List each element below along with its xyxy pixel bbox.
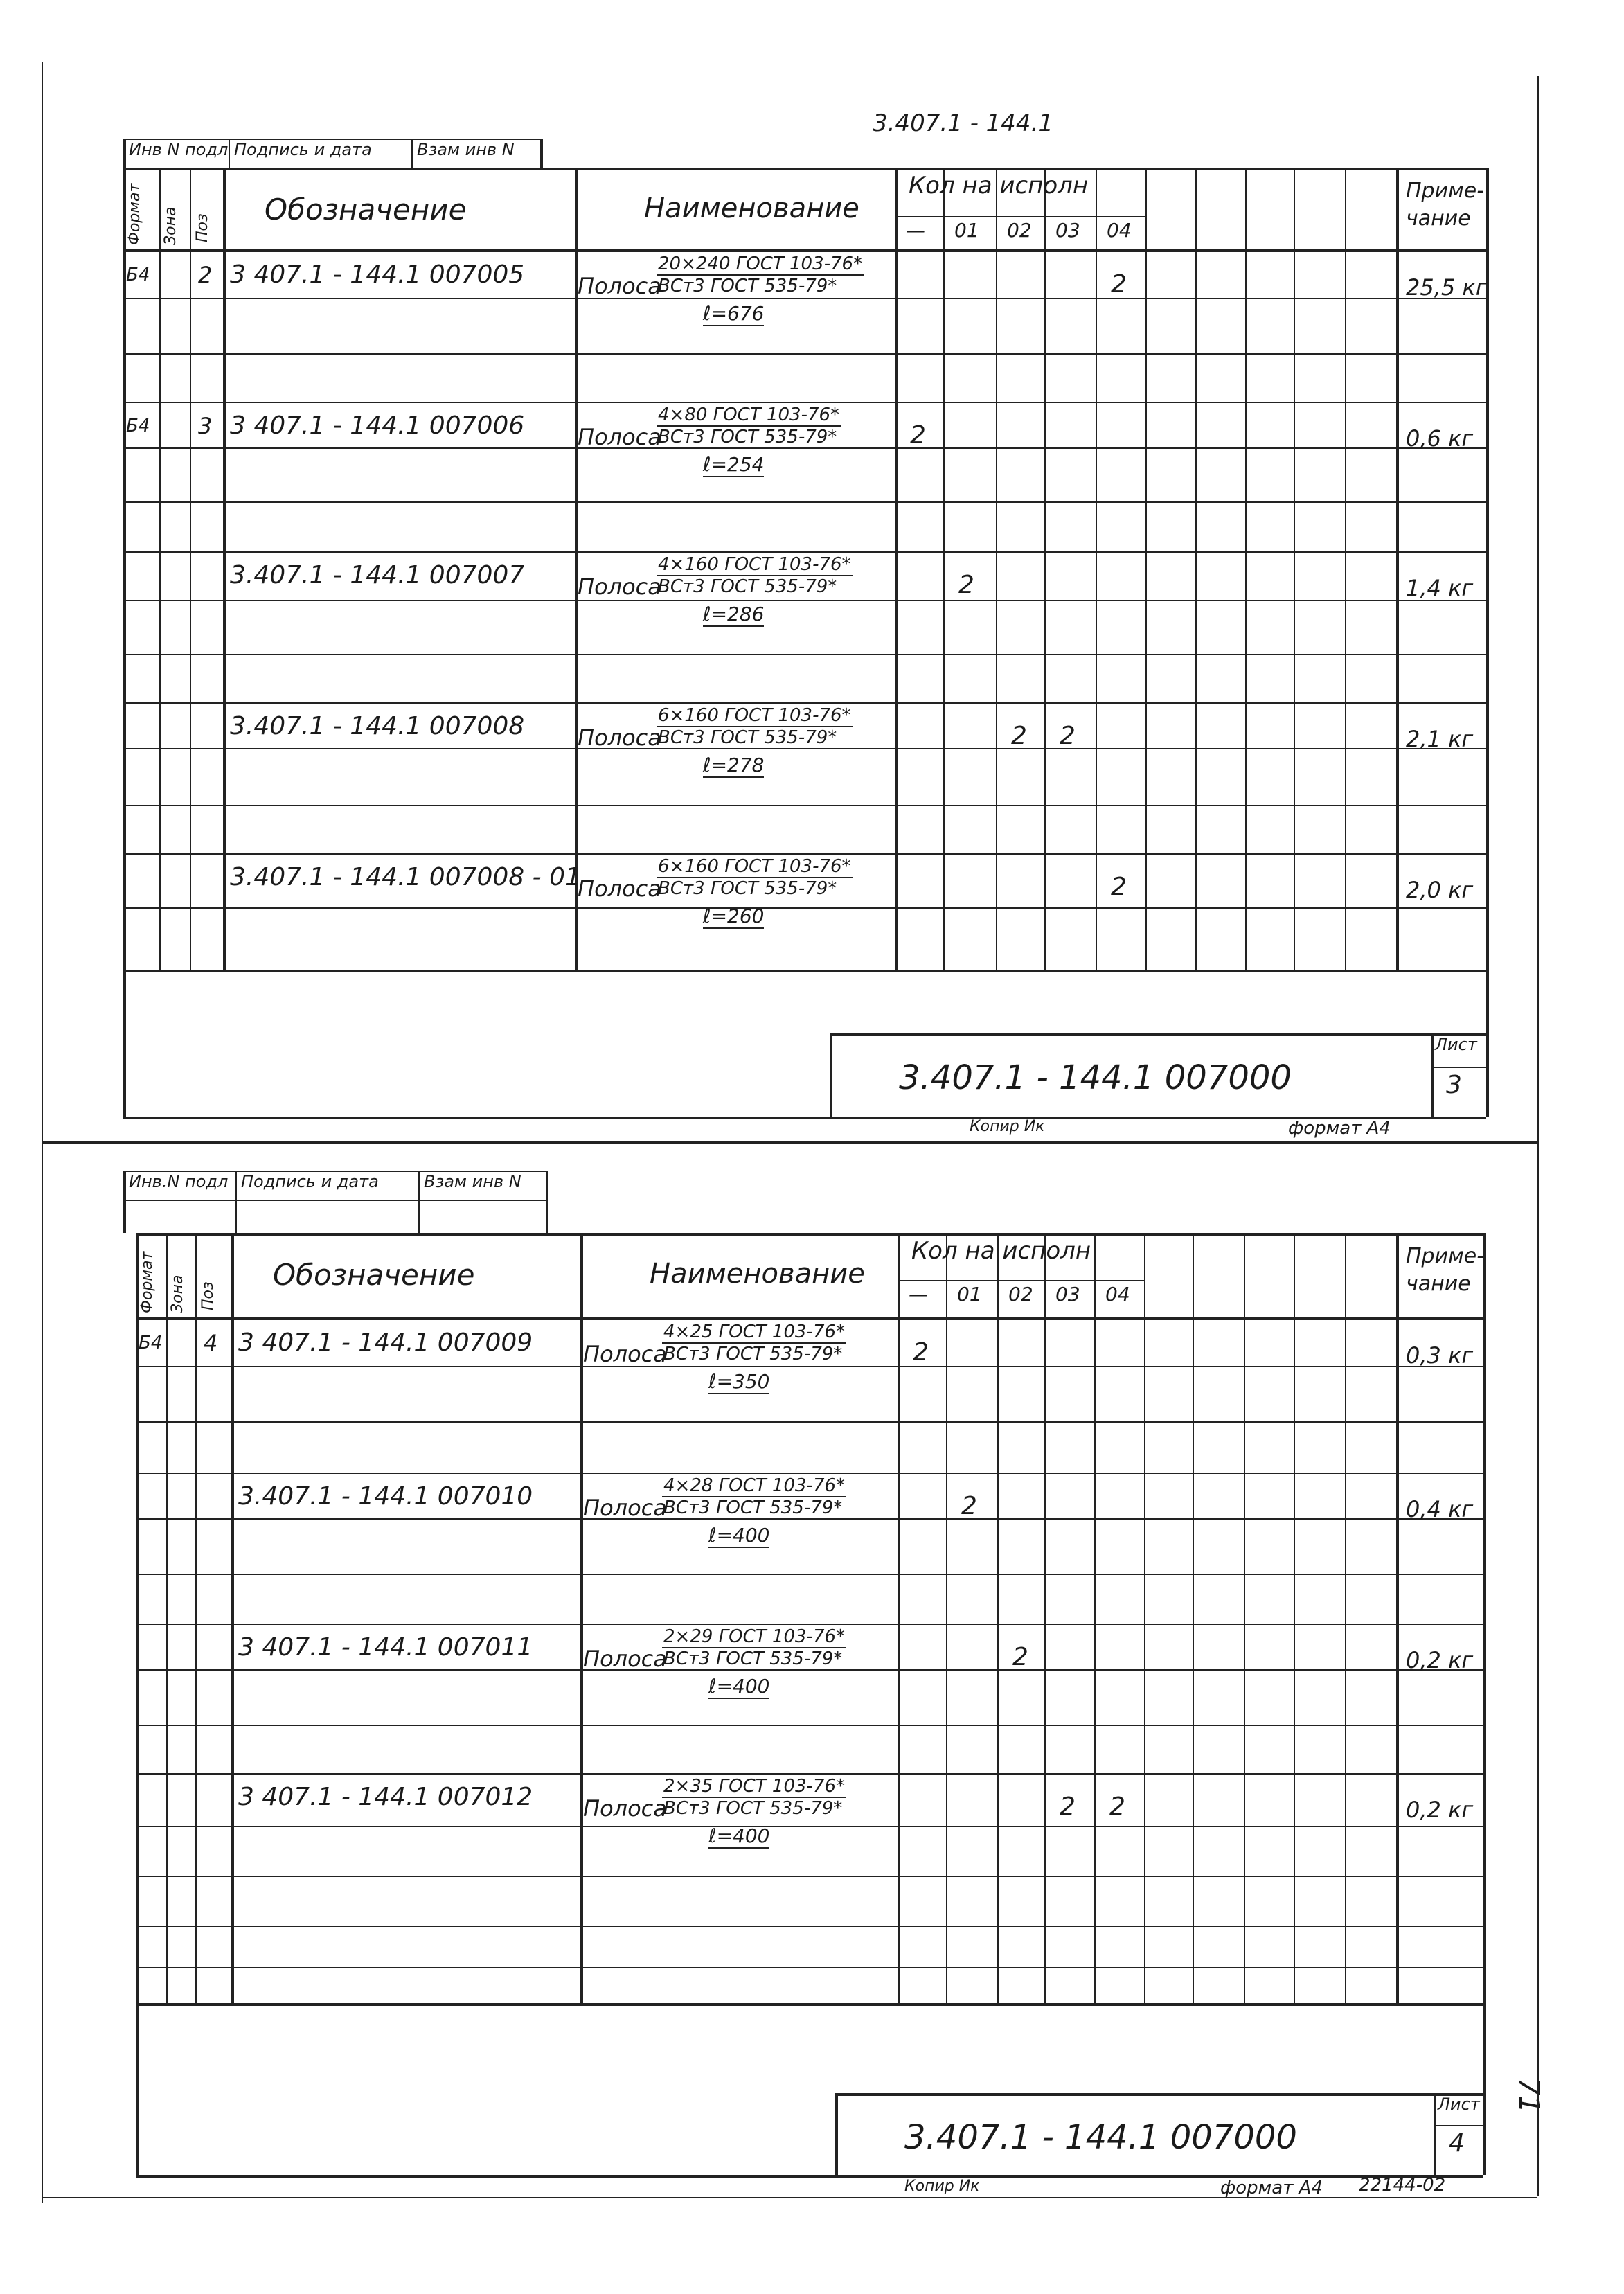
fraction-top: 20×240 ГОСТ 103-76* xyxy=(658,254,863,274)
row-note: 25,5 кг xyxy=(1406,274,1488,301)
column-line xyxy=(1094,1233,1096,2003)
fraction-top: 4×25 ГОСТ 103-76* xyxy=(663,1322,846,1342)
fraction-bottom: ВСт3 ГОСТ 535-79* xyxy=(663,1798,843,1819)
column-line xyxy=(231,1233,234,2003)
stamp-label: Инв.N подл xyxy=(129,1172,229,1191)
fraction-bottom: ВСт3 ГОСТ 535-79* xyxy=(658,727,837,748)
header-designation: Обозначение xyxy=(265,193,467,226)
page-left-edge xyxy=(42,62,43,1141)
row-length: ℓ=676 xyxy=(703,302,765,325)
row-length: ℓ=400 xyxy=(708,1824,770,1847)
title-block-sheet-label: Лист xyxy=(1438,2095,1480,2114)
row-line xyxy=(136,1773,1483,1775)
header-qty: Кол на исполн xyxy=(909,172,1089,199)
header-qty: Кол на исполн xyxy=(911,1237,1091,1265)
header-qty-col: 04 xyxy=(1107,219,1132,242)
row-line xyxy=(136,1624,1483,1625)
row-qty: 2 xyxy=(1109,1793,1125,1821)
page-right-edge xyxy=(1537,76,1539,2196)
column-line xyxy=(1144,1233,1145,2003)
title-block-code: 3.407.1 - 144.1 007000 xyxy=(904,2118,1297,2157)
table-left-border xyxy=(136,1233,139,2175)
stamp-border xyxy=(418,1171,420,1233)
title-block-border xyxy=(1434,2093,1436,2175)
row-qty: 2 xyxy=(1111,270,1127,299)
row-qty: 2 xyxy=(910,421,926,450)
header-qty-col: 03 xyxy=(1055,1283,1080,1306)
row-length: ℓ=350 xyxy=(708,1370,770,1393)
footer-copier: Копир Ик xyxy=(970,1118,1045,1135)
row-line xyxy=(136,1926,1483,1927)
qty-subheader-line xyxy=(898,1280,1144,1281)
fraction-top: 4×80 ГОСТ 103-76* xyxy=(658,404,840,425)
row-length: ℓ=400 xyxy=(708,1524,770,1547)
row-line xyxy=(136,1669,1483,1671)
title-block-border xyxy=(1434,2125,1483,2126)
footer-doc-no: 22144-02 xyxy=(1359,2175,1446,2196)
row-pos: 3 xyxy=(198,413,213,439)
header-qty-col: 02 xyxy=(1008,1283,1033,1306)
row-gost-fraction xyxy=(662,1626,846,1669)
row-name-label: Полоса xyxy=(578,424,661,450)
fraction-bottom: ВСт3 ГОСТ 535-79* xyxy=(658,878,837,899)
row-designation: 3 407.1 - 144.1 007006 xyxy=(230,411,525,440)
row-line xyxy=(136,1967,1483,1968)
stamp-label: Взам инв N xyxy=(424,1172,521,1191)
row-pos: 2 xyxy=(198,262,213,288)
header-qty-col: 02 xyxy=(1007,219,1032,242)
row-designation: 3.407.1 - 144.1 007008 - 01 xyxy=(230,863,581,891)
header-qty-col: — xyxy=(906,219,925,242)
header-pos: Поз xyxy=(194,213,211,242)
column-line xyxy=(1044,1233,1046,2003)
column-line xyxy=(946,1233,947,2003)
row-qty: 2 xyxy=(1111,873,1127,901)
header-format: Формат xyxy=(139,1251,156,1313)
column-line xyxy=(898,1233,900,2003)
column-line xyxy=(1345,1233,1346,2003)
header-qty-col: 04 xyxy=(1105,1283,1130,1306)
header-qty-col: 01 xyxy=(957,1283,982,1306)
footer-format: формат А4 xyxy=(1220,2178,1323,2198)
row-name-label: Полоса xyxy=(578,724,661,751)
row-designation: 3.407.1 - 144.1 007010 xyxy=(238,1482,533,1511)
header-qty-col: 03 xyxy=(1055,219,1080,242)
page-left-edge xyxy=(42,1141,43,2203)
row-note: 0,4 кг xyxy=(1406,1496,1474,1522)
title-block-border xyxy=(835,2093,838,2175)
row-qty: 2 xyxy=(1060,1793,1076,1821)
row-designation: 3 407.1 - 144.1 007009 xyxy=(238,1328,533,1357)
fraction-bottom: ВСт3 ГОСТ 535-79* xyxy=(663,1344,843,1364)
stamp-border xyxy=(546,1171,548,1233)
row-length: ℓ=254 xyxy=(703,453,765,476)
row-line xyxy=(136,1421,1483,1423)
column-line xyxy=(1244,1233,1245,2003)
footer-format: формат А4 xyxy=(1288,1118,1391,1139)
table-right-border xyxy=(1483,1233,1486,2175)
stamp-border xyxy=(123,1171,126,1233)
row-line xyxy=(136,1826,1483,1827)
column-line xyxy=(1193,1233,1194,2003)
column-line xyxy=(1396,1233,1399,2003)
stamp-label: Взам инв N xyxy=(417,140,515,159)
row-format: Б4 xyxy=(139,1333,163,1353)
row-gost-fraction xyxy=(662,1322,846,1364)
row-designation: 3.407.1 - 144.1 007007 xyxy=(230,561,525,589)
stamp-label: Инв N подл xyxy=(129,140,229,159)
row-name-label: Полоса xyxy=(583,1341,667,1367)
row-line xyxy=(136,1725,1483,1726)
row-gost-fraction xyxy=(662,1475,846,1518)
header-note: Приме- чание xyxy=(1406,179,1485,231)
row-note: 2,1 кг xyxy=(1406,726,1474,752)
row-length: ℓ=286 xyxy=(703,603,765,625)
title-block-code: 3.407.1 - 144.1 007000 xyxy=(899,1058,1292,1097)
row-note: 0,2 кг xyxy=(1406,1647,1474,1673)
row-name-label: Полоса xyxy=(583,1795,667,1822)
fraction-bottom: ВСт3 ГОСТ 535-79* xyxy=(658,576,837,597)
header-bottom-border xyxy=(136,1317,1483,1320)
row-name-label: Полоса xyxy=(578,273,661,299)
row-gost-fraction xyxy=(662,1776,846,1819)
fraction-bottom: ВСт3 ГОСТ 535-79* xyxy=(663,1648,843,1669)
row-line xyxy=(136,1366,1483,1367)
row-name-label: Полоса xyxy=(583,1495,667,1521)
row-format: Б4 xyxy=(126,265,150,285)
column-line xyxy=(195,1233,197,2003)
fraction-top: 2×29 ГОСТ 103-76* xyxy=(663,1626,846,1647)
row-note: 0,2 кг xyxy=(1406,1797,1474,1823)
fraction-top: 4×28 ГОСТ 103-76* xyxy=(663,1475,846,1496)
fraction-top: 6×160 ГОСТ 103-76* xyxy=(658,705,851,726)
row-length: ℓ=400 xyxy=(708,1675,770,1698)
row-line xyxy=(136,1518,1483,1520)
table-top-border xyxy=(136,1233,1483,1236)
row-qty: 2 xyxy=(1011,722,1027,750)
table-bottom-border xyxy=(136,2003,1483,2006)
row-designation: 3 407.1 - 144.1 007011 xyxy=(238,1633,533,1662)
header-name: Наименование xyxy=(650,1258,865,1290)
header-format: Формат xyxy=(126,183,143,245)
row-qty: 2 xyxy=(913,1338,929,1367)
row-qty: 2 xyxy=(958,571,974,599)
row-line xyxy=(136,1473,1483,1474)
header-code: 3.407.1 - 144.1 xyxy=(873,109,1053,137)
header-zone: Зона xyxy=(162,206,179,245)
stamp-border xyxy=(123,1200,546,1201)
column-line xyxy=(166,1233,168,2003)
column-line xyxy=(1294,1233,1295,2003)
title-block-sheet-number: 3 xyxy=(1446,1071,1462,1099)
column-line xyxy=(997,1233,999,2003)
row-designation: 3.407.1 - 144.1 007008 xyxy=(230,712,525,740)
row-note: 0,6 кг xyxy=(1406,425,1474,452)
stamp-label: Подпись и дата xyxy=(241,1172,379,1191)
row-name-label: Полоса xyxy=(578,574,661,600)
row-line xyxy=(136,1574,1483,1575)
page-mark: 71 xyxy=(1513,2078,1544,2113)
row-length: ℓ=260 xyxy=(703,905,765,927)
title-block-sheet-number: 4 xyxy=(1449,2129,1465,2158)
title-block-sheet-label: Лист xyxy=(1435,1035,1477,1054)
row-note: 2,0 кг xyxy=(1406,877,1474,903)
sheet-separator xyxy=(42,1141,1537,1144)
row-designation: 3 407.1 - 144.1 007012 xyxy=(238,1783,533,1811)
stamp-label: Подпись и дата xyxy=(234,140,372,159)
row-pos: 4 xyxy=(204,1330,218,1356)
row-note: 1,4 кг xyxy=(1406,575,1474,601)
row-format: Б4 xyxy=(126,416,150,436)
header-qty-col: 01 xyxy=(954,219,979,242)
row-name-label: Полоса xyxy=(583,1646,667,1672)
fraction-top: 6×160 ГОСТ 103-76* xyxy=(658,856,851,877)
row-qty: 2 xyxy=(1012,1643,1028,1671)
row-designation: 3 407.1 - 144.1 007005 xyxy=(230,260,525,289)
header-note: Приме- чание xyxy=(1406,1244,1485,1296)
fraction-bottom: ВСт3 ГОСТ 535-79* xyxy=(658,427,837,447)
fraction-bottom: ВСт3 ГОСТ 535-79* xyxy=(663,1497,843,1518)
row-qty: 2 xyxy=(1060,722,1076,750)
row-length: ℓ=278 xyxy=(703,754,765,776)
header-name: Наименование xyxy=(644,193,859,224)
fraction-bottom: ВСт3 ГОСТ 535-79* xyxy=(658,276,837,296)
header-pos: Поз xyxy=(199,1281,217,1310)
header-qty-col: — xyxy=(909,1283,928,1306)
fraction-top: 2×35 ГОСТ 103-76* xyxy=(663,1776,846,1797)
row-note: 0,3 кг xyxy=(1406,1342,1474,1369)
header-zone: Зона xyxy=(169,1274,186,1313)
stamp-border xyxy=(235,1171,237,1233)
title-block-border xyxy=(835,2093,1483,2096)
footer-copier: Копир Ик xyxy=(904,2178,980,2195)
page-bottom-edge xyxy=(42,2197,1537,2198)
row-qty: 2 xyxy=(961,1492,977,1520)
fraction-top: 4×160 ГОСТ 103-76* xyxy=(658,554,851,575)
row-name-label: Полоса xyxy=(578,875,661,902)
header-designation: Обозначение xyxy=(273,1258,475,1292)
row-line xyxy=(136,1876,1483,1877)
